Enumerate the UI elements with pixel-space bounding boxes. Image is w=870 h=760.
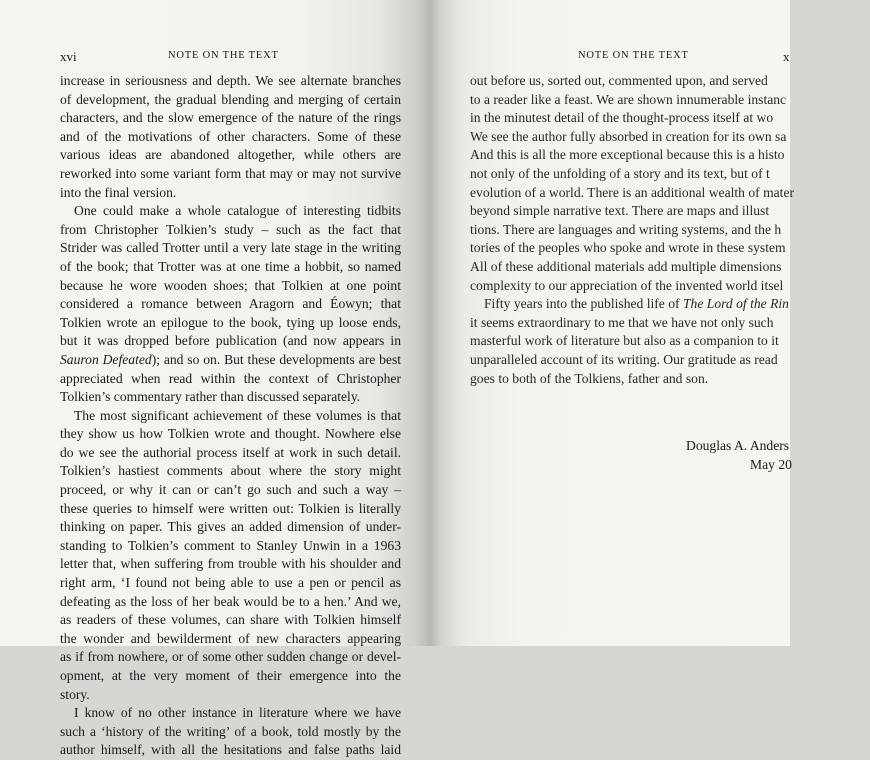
text-line: as if from nowhere, or of some other sudden change or devel- [60,649,401,665]
text-line: Tolkien’s commentary rather than discussed separately. [60,389,361,405]
text-line: the wonder and bewilderment of new characters appearing [60,630,401,646]
page-number: x [783,49,790,64]
text-line: to a reader like a feast. We are shown innumerable instanc [470,91,787,107]
text-line: goes to both of the Tolkiens, father and son. [470,370,709,386]
running-head: NOTE ON THE TEXT [578,50,689,61]
signature-date: May 20 [750,457,792,472]
text-line: thinking on paper. This gives an added dimension of under- [60,519,401,535]
text-line: complexity to our appreciation of the invented world itsel [470,277,784,293]
text-line: it seems extraordinary to me that we have not only such [470,314,774,330]
text-line: story. [60,686,90,702]
text-line: defeating as the loss of her beak would be to a hen.’ And we, [60,593,401,609]
text-line: letter that, when suffering from trouble with his shoulder and [60,556,401,572]
text-line: but it was dropped before publication (and now appears in [60,333,401,349]
text-line: of the book; that Trotter was at one time a hobbit, so named [60,258,401,274]
text-line: not only of the unfolding of a story and its text, but of t [470,165,770,181]
text-line: And this is all the more exceptional because this is a histo [470,147,785,163]
text-line: Tolkien’s hastiest comments about where the story might [60,463,401,479]
text-line: into the final version. [60,184,177,200]
text-line: All of these additional materials add multiple dimensions [470,258,782,274]
text-line: The most significant achievement of these volumes is that [74,407,401,423]
text-line: author himself, with all the hesitations and false paths laid [60,742,401,758]
text-line: Tolkien wrote an epilogue to the book, tying up loose ends, [60,314,401,330]
text-line: as readers of these volumes, can share with Tolkien himself [60,612,401,628]
body-text [60,72,401,760]
text-line: because he wore wooden shoes; that Tolkien at one point [60,277,401,293]
text-line: proceed, or why it can or can’t go such and such a way – [60,482,401,498]
book-title: The Lord of the Rin [682,296,789,312]
text-line: tions. There are languages and writing systems, and the h [470,221,782,237]
text-line: such a ‘history of the writing’ of a book, told mostly by the [60,723,401,739]
running-head: NOTE ON THE TEXT [168,50,279,61]
text-line: tories of the peoples who spoke and wrote in these system [470,240,786,256]
text-line: considered a romance between Aragorn and Éowyn; that [60,296,401,312]
text-line: of development, the gradual blending and merging of certain [60,91,401,107]
text-line: in the minutest detail of the thought-process itself at wo [470,110,774,126]
text-line: and of the motivations of other characters. Some of these [60,128,401,144]
text-line: I know of no other instance in literature where we have [74,705,401,721]
text-line: Strider was called Trotter until a very late stage in the writing [60,240,401,256]
text-line: out before us, sorted out, commented upon, and served [470,73,768,88]
text-line: evolution of a world. There is an additional wealth of mater [470,184,795,200]
page-number: xvi [60,49,77,64]
text-line: appreciated when read within the context of Christopher [60,370,401,386]
text-line: they show us how Tolkien wrote and thought. Nowhere else [60,426,401,442]
right-page [430,0,795,646]
text-line: masterful work of literature but also as a companion to it [470,333,779,349]
text-line: unparalleled account of its writing. Our gratitude as read [470,351,778,367]
text-line: One could make a whole catalogue of interesting tidbits [74,203,401,219]
text-line: these queries to himself were written out: Tolkien is literally [60,500,401,516]
body-text [470,72,870,388]
text-line: from Christopher Tolkien’s study – such as the fact that [60,221,401,237]
text-line: increase in seriousness and depth. We see alternate branches [60,73,401,88]
text-line: do we see the authorial process itself at work in such detail. [60,444,401,460]
left-page [0,0,430,758]
text-line: various ideas are abandoned altogether, while others are [60,147,401,163]
text-line: standing to Tolkien’s comment to Stanley Unwin in a 1963 [60,537,401,553]
book-title: Sauron Defeated [60,351,152,367]
text-line: We see the author fully absorbed in creation for its own sa [470,128,787,144]
text-line: characters, and the slow emergence of the nature of the rings [60,110,401,126]
text-line: reworked into some variant form that may or may not survive [60,165,401,181]
text-line: Fifty years into the published life of The Lord of the Rin [484,296,789,312]
text-line: opment, at the very moment of their emergence into the [60,668,401,683]
text-line: right arm, ‘I found not being able to use a pen or pencil as [60,575,401,591]
text-line: Sauron Defeated); and so on. But these developments are best [60,351,402,367]
author-signature: Douglas A. Anders [686,438,790,453]
text-line: beyond simple narrative text. There are maps and illust [470,203,770,219]
